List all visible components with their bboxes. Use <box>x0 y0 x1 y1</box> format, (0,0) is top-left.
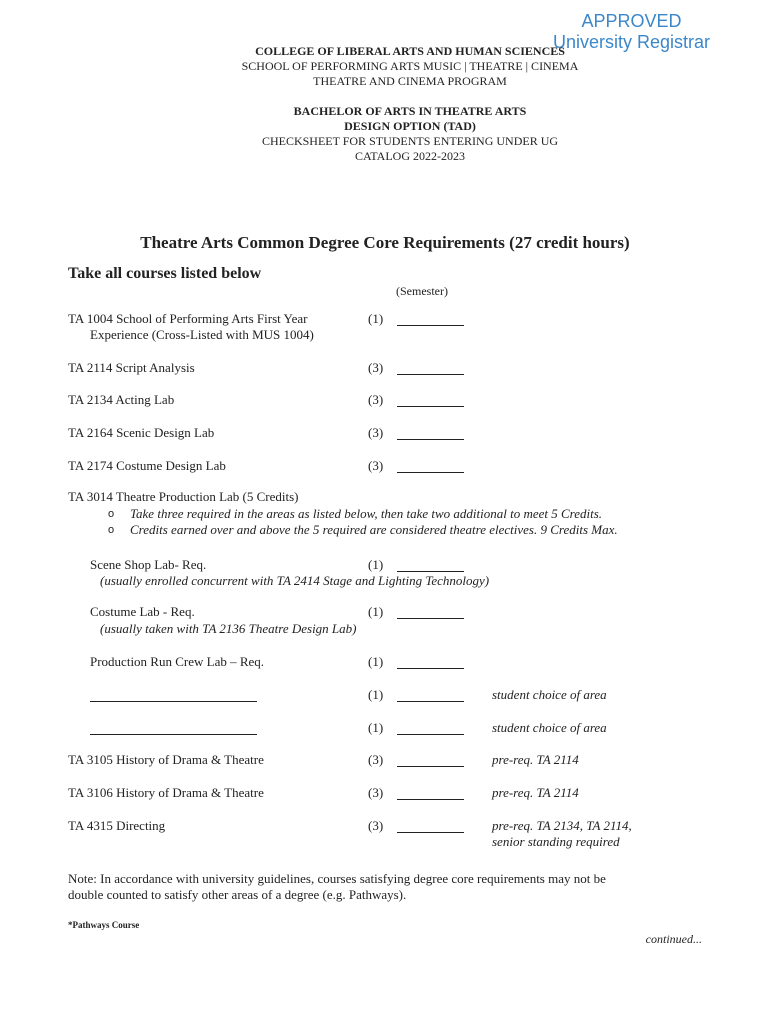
semester-label: (Semester) <box>396 284 448 298</box>
credits: (1) <box>368 604 384 619</box>
lab-note: student choice of area <box>492 687 607 702</box>
course-ta1004-line2: Experience (Cross-Listed with MUS 1004) <box>90 327 314 342</box>
document-header <box>180 44 640 164</box>
bullet-icon: o <box>108 524 115 536</box>
program-name: THEATRE AND CINEMA PROGRAM <box>313 74 507 88</box>
course-ta2134: TA 2134 Acting Lab <box>68 392 175 407</box>
checksheet-label: CHECKSHEET FOR STUDENTS ENTERING UNDER UG <box>261 134 559 148</box>
bullet-icon: o <box>108 508 115 520</box>
prereq-note: pre-req. TA 2114 <box>492 752 579 767</box>
credits: (3) <box>368 752 384 767</box>
section-subtitle: Take all courses listed below <box>68 265 262 282</box>
credits: (3) <box>368 458 384 473</box>
credits: (3) <box>368 392 384 407</box>
semester-blank[interactable] <box>397 392 464 407</box>
prereq-note-line2: senior standing required <box>492 834 620 849</box>
semester-blank[interactable] <box>397 687 464 702</box>
school-name: SCHOOL OF PERFORMING ARTS MUSIC | THEATRE | CINEMA <box>241 59 579 73</box>
section-title: Theatre Arts Common Degree Core Requirements (27 credit hours) <box>140 233 630 252</box>
degree-name: BACHELOR OF ARTS IN THEATRE ARTS <box>293 104 527 118</box>
course-ta3106: TA 3106 History of Drama & Theatre <box>68 785 264 800</box>
credits: (3) <box>368 818 384 833</box>
course-ta2164: TA 2164 Scenic Design Lab <box>68 425 215 440</box>
lab-scene-shop: Scene Shop Lab- Req. <box>90 557 207 572</box>
semester-blank[interactable] <box>397 557 464 572</box>
semester-blank[interactable] <box>397 604 464 619</box>
credits: (1) <box>368 687 384 702</box>
lab-run-crew: Production Run Crew Lab – Req. <box>90 654 265 669</box>
semester-blank[interactable] <box>397 818 464 833</box>
lab-costume: Costume Lab - Req. <box>90 604 195 619</box>
credits: (1) <box>368 720 384 735</box>
bullet-text: Credits earned over and above the 5 required are considered theatre electives. 9 Credits Max. <box>130 522 618 537</box>
bullet-text: Take three required in the areas as listed below, then take two additional to meet 5 Credits. <box>130 506 603 521</box>
college-name: COLLEGE OF LIBERAL ARTS AND HUMAN SCIENCES <box>255 44 565 58</box>
stamp-line2: University Registrar <box>553 32 711 52</box>
area-choice-blank[interactable] <box>90 720 257 735</box>
catalog-year: CATALOG 2022-2023 <box>354 149 466 163</box>
pathways-legend: *Pathways Course <box>68 920 140 930</box>
semester-blank[interactable] <box>397 654 464 669</box>
course-ta4315: TA 4315 Directing <box>68 818 166 833</box>
course-ta2174: TA 2174 Costume Design Lab <box>68 458 226 473</box>
lab-note: (usually taken with TA 2136 Theatre Design Lab) <box>100 621 357 636</box>
stamp-line1: APPROVED <box>581 11 682 31</box>
credits: (1) <box>368 557 384 572</box>
area-choice-blank[interactable] <box>90 687 257 702</box>
credits: (1) <box>368 311 384 326</box>
prereq-note: pre-req. TA 2114 <box>492 785 579 800</box>
course-ta1004: TA 1004 School of Performing Arts First Year <box>68 311 308 326</box>
footer-note: Note: In accordance with university guidelines, courses satisfying degree core requirements may not be <box>68 871 606 886</box>
semester-blank[interactable] <box>397 360 464 375</box>
lab-note: student choice of area <box>492 720 607 735</box>
semester-blank[interactable] <box>397 425 464 440</box>
semester-blank[interactable] <box>397 458 464 473</box>
lab-note: (usually enrolled concurrent with TA 2414 Stage and Lighting Technology) <box>100 573 490 588</box>
semester-blank[interactable] <box>397 785 464 800</box>
semester-blank[interactable] <box>397 752 464 767</box>
option-name: DESIGN OPTION (TAD) <box>344 119 476 133</box>
continued-label: continued... <box>645 932 702 946</box>
semester-blank[interactable] <box>397 311 464 326</box>
prereq-note: pre-req. TA 2134, TA 2114, <box>492 818 632 833</box>
credits: (3) <box>368 785 384 800</box>
footer-note-line2: double counted to satisfy other areas of a degree (e.g. Pathways). <box>68 887 407 902</box>
credits: (1) <box>368 654 384 669</box>
credits: (3) <box>368 360 384 375</box>
credits: (3) <box>368 425 384 440</box>
course-ta2114: TA 2114 Script Analysis <box>68 360 195 375</box>
course-ta3105: TA 3105 History of Drama & Theatre <box>68 752 264 767</box>
semester-blank[interactable] <box>397 720 464 735</box>
course-ta3014: TA 3014 Theatre Production Lab (5 Credits) <box>68 489 299 504</box>
